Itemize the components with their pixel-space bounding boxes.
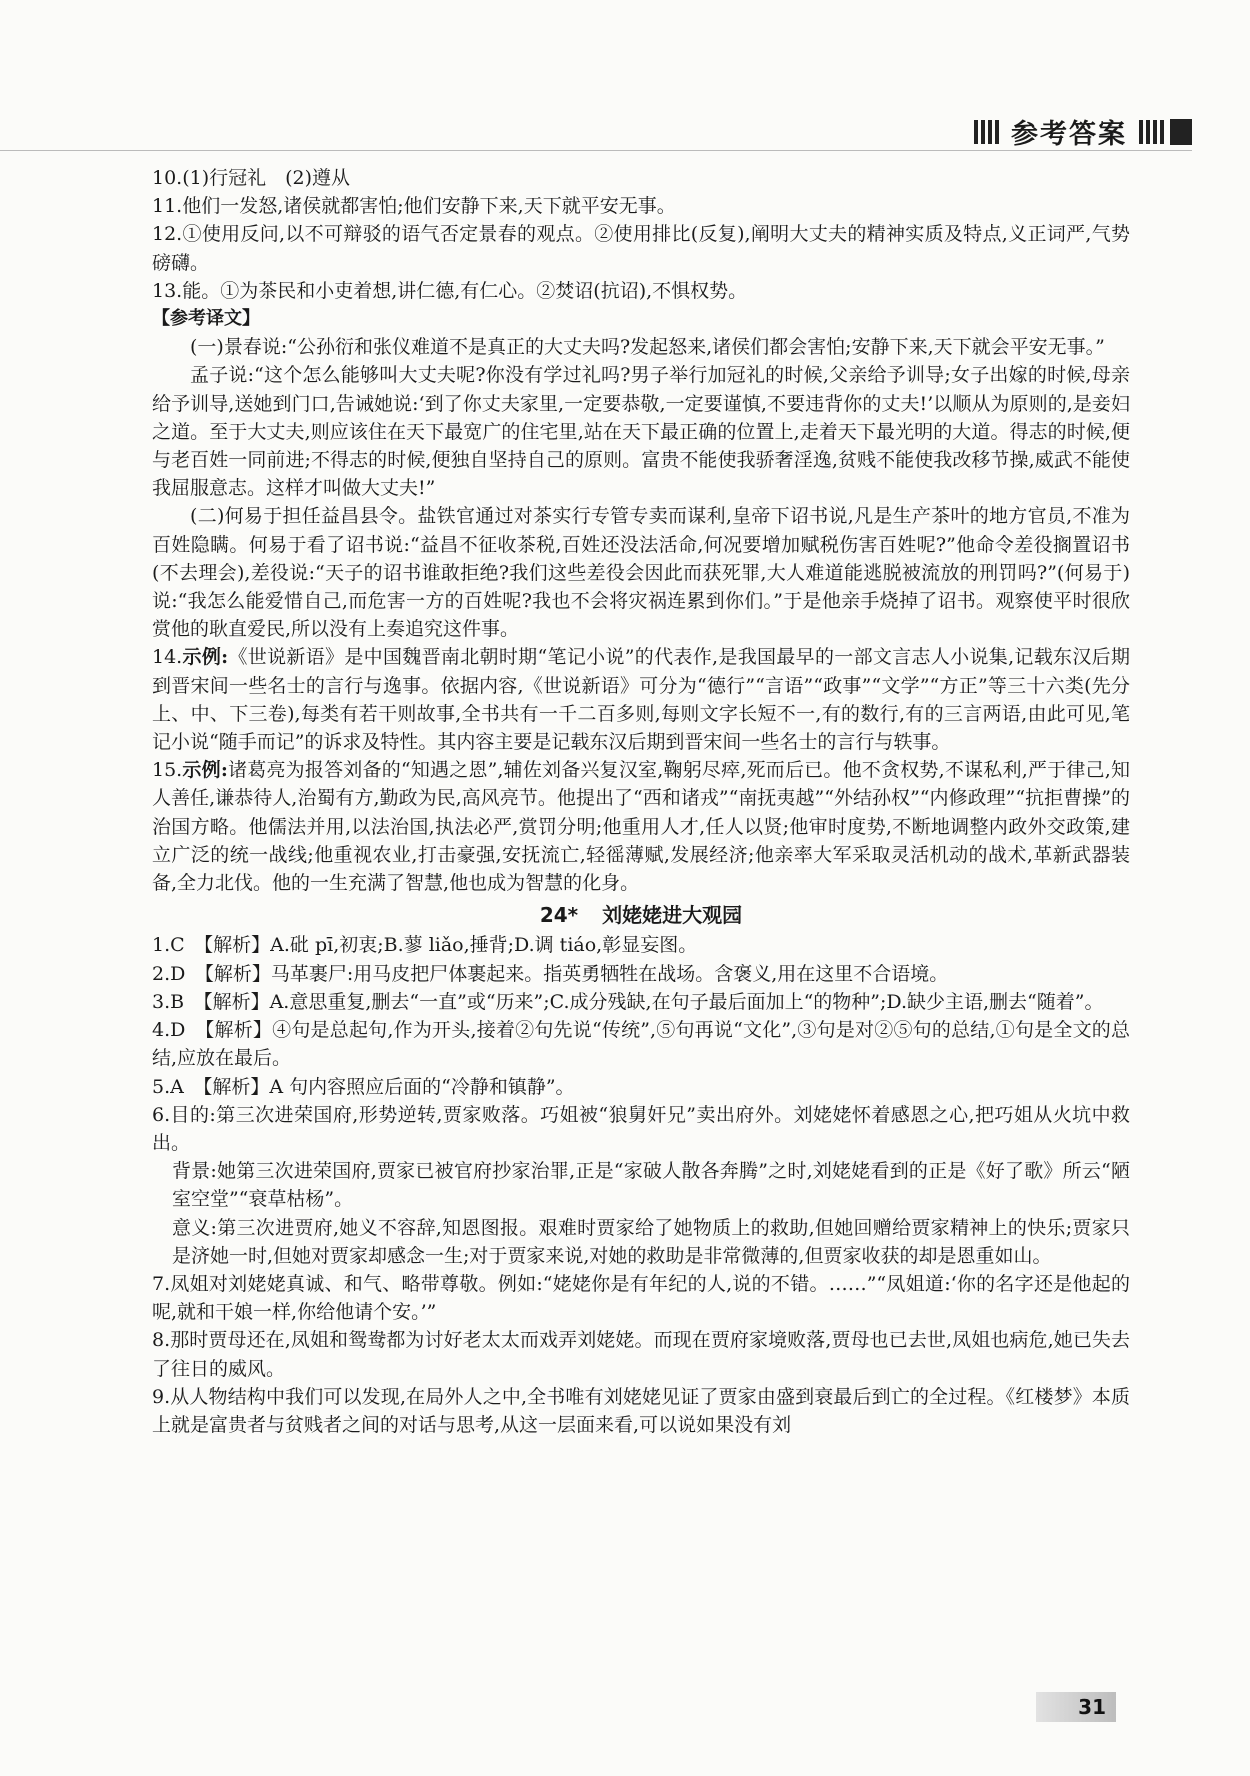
answer-15-text: 诸葛亮为报答刘备的“知遇之恩”,辅佐刘备兴复汉室,鞠躬尽瘁,死而后已。他不贪权势,不谋私利,严于律己,知人善任,谦恭待人,治蜀有方,勤政为民,高风亮节。他提出了“西和诸戎”“南抚夷越”“外结孙权”“内修政理”“抗拒曹操”的治国方略。他儒法并用,以法治国,执法必严,赏罚分明;他重用人才,任人以贤;他审时度势,不断地调整内政外交政策,建立广泛的统一战线;他重视农业,打击豪强,安抚流亡,轻徭薄赋,发展经济;他亲率大军采取灵活机动的战术,革新武器装备,全力北伐。他的一生充满了智慧,他也成为智慧的化身。 [152, 759, 1131, 895]
section-answer-item: 8.那时贾母还在,凤姐和鸳鸯都为讨好老太太而戏弄刘姥姥。而现在贾府家境败落,贾母也已去世,凤姐也病危,她已失去了往日的威风。 [152, 1329, 1130, 1380]
translation-title: 【参考译文】 [152, 308, 260, 330]
section-answer-item: 2.D 【解析】马革裹尸:用马皮把尸体裹起来。指英勇牺牲在战场。含褒义,用在这里不合语境。 [152, 962, 949, 985]
section-answer-item: 背景:她第三次进荣国府,贾家已被官府抄家治罪,正是“家破人散各奔腾”之时,刘姥姥看到的正是《好了歌》所云“陋室空堂”“衰草枯杨”。 [171, 1160, 1130, 1211]
page-number: 31 [1078, 1695, 1106, 1719]
section-answer-item: 5.A 【解析】A 句内容照应后面的“冷静和镇静”。 [152, 1075, 575, 1098]
answer-14-num: 14. [152, 646, 183, 669]
section-answer-item: 7.凤姐对刘姥姥真诚、和气、略带尊敬。例如:“姥姥你是有年纪的人,说的不错。……”“凤姐道:‘你的名字还是他起的呢,就和干娘一样,你给他请个安。’” [152, 1272, 1130, 1324]
section-heading [152, 901, 1130, 929]
header-block [1170, 119, 1192, 145]
translation-para-2: 孟子说:“这个怎么能够叫大丈夫呢?你没有学过礼吗?男子举行加冠礼的时候,父亲给予训导;女子出嫁的时候,母亲给予训导,送她到门口,告诫她说:‘到了你丈夫家里,一定要恭敬,一定要谨慎,不要违背你的丈夫!’以顺从为原则的,是妾妇之道。至于大丈夫,则应该住在天下最宽广的住宅里,站在天下最正确的位置上,走着天下最光明的大道。得志的时候,便与老百姓一同前进;不得志的时候,便独自坚持自己的原则。富贵不能使我骄奢淫逸,贫贱不能使我改移节操,威武不能使我屈服意志。这样才叫做大丈夫!” [152, 364, 1130, 500]
answer-14 [152, 643, 1130, 756]
section-answer-item: 3.B 【解析】A.意思重复,删去“一直”或“历来”;C.成分残缺,在句子最后面加上“的物种”;D.缺少主语,删去“随着”。 [152, 990, 1104, 1013]
page-header [974, 112, 1192, 151]
section-title: 刘姥姥进大观园 [602, 903, 743, 928]
answer-14-label: 示例: [182, 646, 229, 669]
answer-12: 12.①使用反问,以不可辩驳的语气否定景春的观点。②使用排比(反复),阐明大丈夫的精神实质及特点,义正词严,气势磅礴。 [152, 223, 1130, 274]
header-bars-right [1139, 120, 1164, 144]
section-answer-item: 意义:第三次进贾府,她义不容辞,知恩图报。艰难时贾家给了她物质上的救助,但她回赠给贾家精神上的快乐;贾家只是济她一时,但她对贾家却感念一生;对于贾家来说,对她的救助是非常微薄的,但贾家收获的却是恩重如山。 [171, 1216, 1130, 1267]
page-number-box [1036, 1692, 1116, 1722]
answer-15 [152, 756, 1130, 897]
translation-para-1: (一)景春说:“公孙衍和张仪难道不是真正的大丈夫吗?发起怒来,诸侯们都会害怕;安静下来,天下就会平安无事。” [190, 336, 1105, 359]
header-bars-left [974, 120, 999, 144]
answer-11: 11.他们一发怒,诸侯就都害怕;他们安静下来,天下就平安无事。 [152, 195, 676, 218]
section-answers [152, 931, 1130, 1439]
header-rule [0, 150, 1192, 151]
answer-content [152, 164, 1130, 1439]
translation-para-3: (二)何易于担任益昌县令。盐铁官通过对茶实行专管专卖而谋利,皇帝下诏书说,凡是生产茶叶的地方官员,不准为百姓隐瞒。何易于看了诏书说:“益昌不征收茶税,百姓还没法活命,何况要增加赋税伤害百姓呢?”他命令差役搁置诏书(不去理会),差役说:“天子的诏书谁敢拒绝?我们这些差役会因此而获死罪,大人难道能逃脱被流放的刑罚吗?”(何易于)说:“我怎么能爱惜自己,而危害一方的百姓呢?我也不会将灾祸连累到你们。”于是他亲手烧掉了诏书。观察使平时很欣赏他的耿直爱民,所以没有上奏追究这件事。 [152, 505, 1130, 641]
answer-13: 13.能。①为茶民和小吏着想,讲仁德,有仁心。②焚诏(抗诏),不惧权势。 [152, 279, 748, 302]
header-title: 参考答案 [1011, 119, 1127, 150]
answer-15-label: 示例: [182, 759, 228, 782]
section-answer-item: 9.从人物结构中我们可以发现,在局外人之中,全书唯有刘姥姥见证了贾家由盛到衰最后到亡的全过程。《红楼梦》本质上就是富贵者与贫贱者之间的对话与思考,从这一层面来看,可以说如果没有刘 [152, 1385, 1130, 1436]
answer-10: 10.(1)行冠礼 (2)遵从 [152, 167, 351, 189]
section-answer-item: 6.目的:第三次进荣国府,形势逆转,贾家败落。巧姐被“狼舅奸兄”卖出府外。刘姥姥怀着感恩之心,把巧姐从火坑中救出。 [152, 1103, 1130, 1154]
section-number: 24* [539, 903, 579, 928]
section-answer-item: 4.D 【解析】④句是总起句,作为开头,接着②句先说“传统”,⑤句再说“文化”,③句是对②⑤句的总结,①句是全文的总结,应放在最后。 [152, 1019, 1130, 1070]
section-answer-item: 1.C 【解析】A.砒 pī,初衷;B.蓼 liǎo,捶背;D.调 tiáo,彰显妄图。 [152, 934, 698, 957]
answer-14-text: 《世说新语》是中国魏晋南北朝时期“笔记小说”的代表作,是我国最早的一部文言志人小说集,记载东汉后期到晋宋间一些名士的言行与逸事。依据内容,《世说新语》可分为“德行”“言语”“政事”“文学”“方正”等三十六类(先分上、中、下三卷),每类有若干则故事,全书共有一千二百多则,每则文字长短不一,有的数行,有的三言两语,由此可见,笔记小说“随手而记”的诉求及特性。其内容主要是记载东汉后期到晋宋间一些名士的言行与轶事。 [152, 646, 1130, 754]
answer-15-num: 15. [152, 759, 183, 782]
